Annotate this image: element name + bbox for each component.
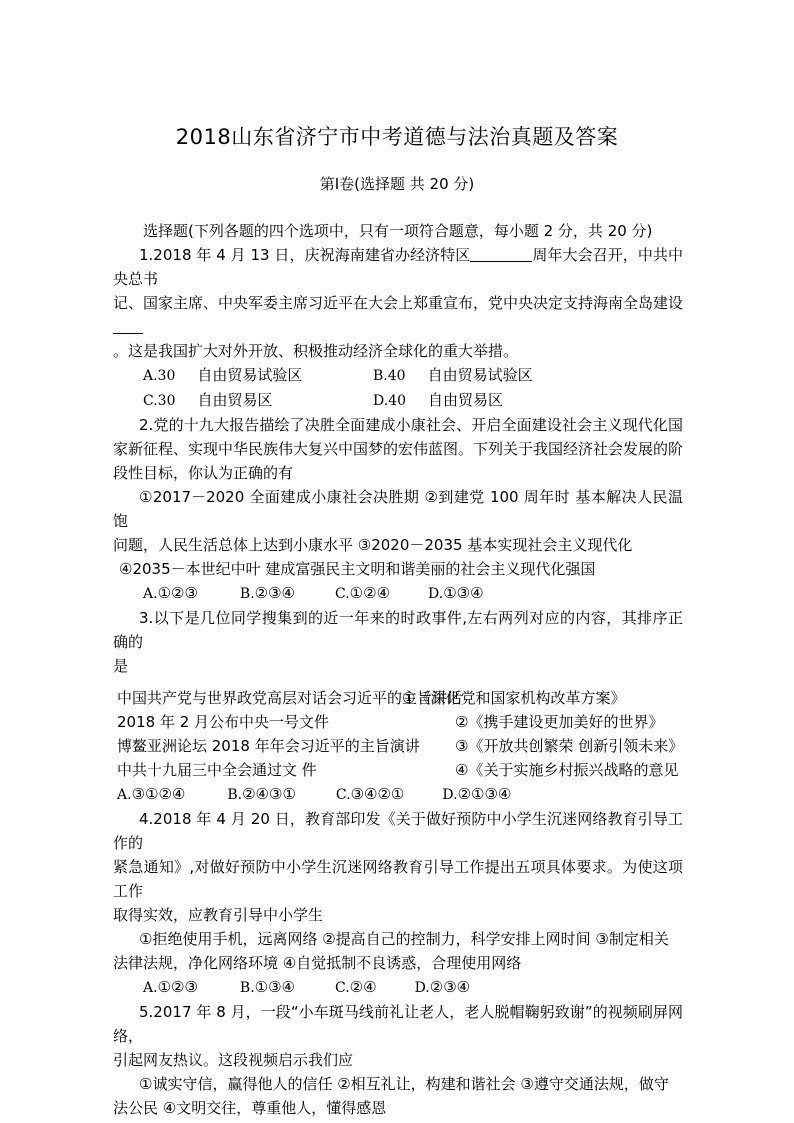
question-2-items-line-1: ①2017－2020 全面建成小康社会决胜期 ②到建党 100 周年时 基本解决人民温饱 [113, 488, 683, 530]
option-C[interactable]: C.①②④ [335, 584, 391, 602]
question-5-stem-line-1: 5.2017 年 8 月，一段“小车斑马线前礼让老人，老人脱帽鞠躬致谢”的视频刷屏网络， [113, 1003, 683, 1045]
option-B[interactable]: B.②④③① [227, 785, 296, 803]
option-C[interactable]: C.③④②① [335, 785, 405, 803]
matching-left-4: 中共十九届三中全会通过文 件 [117, 761, 317, 779]
matching-right-3: ③《开放共创繁荣 创新引领未来》 [455, 737, 684, 755]
question-4-items-line-2: 法律法规，净化网络环境 ④自觉抵制不良诱惑，合理使用网络 [113, 954, 522, 972]
option-A[interactable]: A.①②③ [143, 978, 198, 996]
question-2-options [113, 581, 683, 606]
question-4-items-line-1: ①拒绝使用手机，远离网络 ②提高自己的控制力，科学安排上网时间 ③制定相关 [139, 930, 669, 948]
question-2-stem: 2.党的十九大报告描绘了决胜全面建成小康社会、开启全面建设社会主义现代化国家新征程、实现中华民族伟大复兴中国梦的宏伟蓝图。下列关于我国经济社会发展的阶段性目标，你认为正确的有 [113, 416, 684, 482]
q1-stem-part-a: 1.2018 年 4 月 13 日，庆祝海南建省办经济特区 [139, 246, 471, 264]
matching-left-3: 博鳌亚洲论坛 2018 年年会习近平的主旨演讲 [117, 737, 420, 755]
question-4-stem-line-1: 4.2018 年 4 月 20 日，教育部印发《关于做好预防中小学生沉迷网络教育引导工作的 [113, 810, 683, 852]
matching-row [113, 686, 683, 710]
q1-stem-part-b: 周年大会召开，中共中央总书 [113, 246, 683, 288]
question-2-items-line-3: ④2035－本世纪中叶 建成富强民主文明和谐美丽的社会主义现代化强国 [119, 560, 596, 578]
section-subtitle: 第Ⅰ卷(选择题 共 20 分) [319, 175, 475, 193]
option-B[interactable]: B.40 自由贸易试验区 [373, 366, 533, 384]
question-5-items-line-1: ①诚实守信，赢得他人的信任 ②相互礼让，构建和谐社会 ③遵守交通法规，做守 [139, 1075, 669, 1093]
document-body [113, 219, 683, 1120]
matching-right-1: ①《深化党和国家机构改革方案》 [402, 689, 626, 707]
q1-blank-2 [113, 333, 143, 334]
matching-right-2: ②《携手建设更加美好的世界》 [455, 713, 664, 731]
question-1-options-row-1 [113, 363, 683, 388]
question-1-stem-line-3: 。这是我国扩大对外开放、积极推动经济全球化的重大举措。 [113, 342, 519, 360]
question-4-stem-line-3: 取得实效，应教育引导中小学生 [113, 906, 324, 924]
question-3-stem-line-1: 3.以下是几位同学搜集到的近一年来的时政事件,左右两列对应的内容，其排序正确的 [113, 609, 683, 651]
question-5-stem-line-2: 引起网友热议。这段视频启示我们应 [113, 1051, 354, 1069]
option-A[interactable]: A.30 自由贸易试验区 [143, 366, 303, 384]
q1-stem-part-c: 记、国家主席、中央军委主席习近平在大会上郑重宣布，党中央决定支持海南全岛建设 [113, 294, 684, 312]
question-1-options-row-2 [113, 388, 683, 413]
option-B[interactable]: B.①③④ [239, 978, 295, 996]
section-intro: 选择题(下列各题的四个选项中，只有一项符合题意，每小题 2 分，共 20 分) [143, 222, 653, 240]
question-5-items-line-2: 法公民 ④文明交往，尊重他人，懂得感恩 [113, 1099, 387, 1117]
question-4-options [113, 975, 683, 1000]
question-3 [113, 606, 683, 807]
question-4-stem-line-2: 紧急通知》,对做好预防中小学生沉迷网络教育引导工作提出五项具体要求。为使这项工作 [113, 858, 683, 900]
option-D[interactable]: D.40 自由贸易区 [373, 391, 504, 409]
matching-left-1: 中国共产党与世界政党高层对话会习近平的主旨讲话 [117, 689, 463, 707]
matching-right-4: ④《关于实施乡村振兴战略的意见 [455, 761, 679, 779]
question-2 [113, 413, 683, 606]
option-D[interactable]: D.②①③④ [442, 785, 512, 803]
option-D[interactable]: D.②③④ [414, 978, 471, 996]
question-5 [113, 1000, 683, 1120]
option-D[interactable]: D.①③④ [428, 584, 484, 602]
option-A[interactable]: A.①②③ [143, 584, 198, 602]
question-2-items-line-2: 问题，人民生活总体上达到小康水平 ③2020－2035 基本实现社会主义现代化 [113, 536, 633, 554]
option-A[interactable]: A.③①②④ [117, 785, 186, 803]
question-3-stem-line-2: 是 [113, 657, 129, 675]
question-3-matching-table [113, 686, 683, 782]
matching-row [113, 758, 683, 782]
question-1-stem-line-1 [113, 243, 683, 291]
question-1 [113, 243, 683, 413]
matching-row [113, 710, 683, 734]
matching-left-2: 2018 年 2 月公布中央一号文件 [117, 713, 330, 731]
q1-blank-1 [470, 261, 532, 262]
question-1-stem-line-2 [113, 291, 683, 339]
question-3-options [113, 782, 683, 807]
option-C[interactable]: C.30 自由贸易区 [143, 391, 273, 409]
matching-row [113, 734, 683, 758]
question-4 [113, 807, 683, 1000]
option-B[interactable]: B.②③④ [239, 584, 295, 602]
option-C[interactable]: C.②④ [335, 978, 377, 996]
page-title: 2018山东省济宁市中考道德与法治真题及答案 [175, 125, 619, 149]
